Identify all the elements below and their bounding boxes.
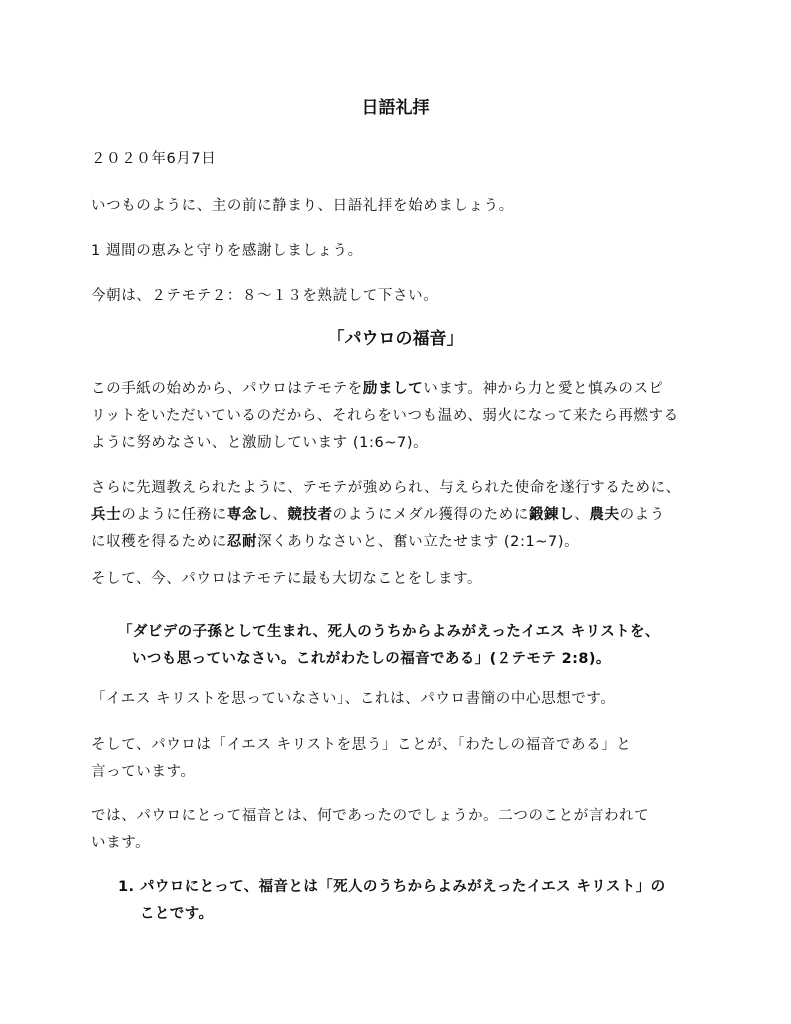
list-number: 1. (118, 879, 135, 895)
text-span: 、 (574, 507, 590, 523)
text-span: います。神から力と愛と慎みのスピ (423, 381, 664, 397)
text-span: この手紙の始めから、パウロはテモテを (91, 381, 363, 397)
document-title: 日語礼拝 (361, 98, 430, 118)
intro-line-1: いつものように、主の前に静まり、日語礼拝を始めましょう。 (91, 198, 514, 214)
intro-line-2: 1 週間の恵みと守りを感謝しましょう。 (91, 243, 363, 259)
paragraph-1 (91, 376, 711, 457)
paragraph-line: います。 (91, 835, 151, 851)
quote-line: 「ダビデの子孫として生まれ、死人のうちからよみがえったイエス キリストを、 (118, 624, 660, 640)
text-span: のようにメダル獲得のために (332, 507, 529, 523)
paragraph-line: リットをいただいているのだから、それらをいつも温め、弱火になって来たら再燃する (91, 408, 679, 424)
intro-line-3: 今朝は、２テモテ２：８～１３を熟読して下さい。 (91, 288, 439, 304)
paragraph-3: そして、今、パウロはテモテに最も大切なことをします。 (91, 571, 483, 587)
text-span: に収穫を得るために (91, 534, 227, 550)
text-span: 、 (272, 507, 288, 523)
paragraph-2 (91, 475, 711, 556)
date-line: ２０２０年6月7日 (91, 151, 217, 167)
paragraph-4: 「イエス キリストを思っていなさい」、これは、パウロ書簡の中心思想です。 (91, 691, 616, 707)
paragraph-line (91, 376, 711, 403)
quote-line: いつも思っていなさい。これがわたしの福音である」(２テモテ 2:8)。 (132, 651, 611, 667)
list-item-line: ことです。 (140, 906, 214, 922)
emphasis-text: 励まして (362, 381, 424, 397)
section-title: 「パウロの福音」 (327, 329, 464, 349)
paragraph-line: 言っています。 (91, 764, 196, 780)
paragraph-line (91, 502, 711, 529)
paragraph-line: そして、パウロは「イエス キリストを思う」ことが、「わたしの福音である」と (91, 737, 632, 753)
paragraph-line: では、パウロにとって福音とは、何であったのでしょうか。二つのことが言われて (91, 808, 650, 824)
emphasis-text: 忍耐 (226, 534, 258, 550)
paragraph-5 (91, 732, 711, 786)
text-span: のように任務に (121, 507, 227, 523)
list-item-body (118, 874, 718, 928)
paragraph-line: さらに先週教えられたように、テモテが強められ、与えられた使命を遂行するために、 (91, 480, 681, 496)
emphasis-text: 専念し (226, 507, 273, 523)
scripture-quote (118, 619, 718, 673)
paragraph-line (91, 529, 711, 556)
emphasis-text: 農夫 (589, 507, 620, 523)
text-span: のよう (619, 507, 665, 523)
emphasis-text: 競技者 (287, 507, 333, 523)
paragraph-line: ように努めなさい、と激励しています (1:6~7)。 (91, 435, 429, 451)
numbered-list-item-1 (118, 874, 718, 928)
list-item-line: パウロにとって、福音とは「死人のうちからよみがえったイエス キリスト」の (140, 879, 666, 895)
text-span: 深くありなさいと、奮い立たせます (2:1~7)。 (257, 534, 580, 550)
emphasis-text: 鍛錬し (528, 507, 575, 523)
emphasis-text: 兵士 (91, 507, 122, 523)
paragraph-6 (91, 803, 711, 857)
